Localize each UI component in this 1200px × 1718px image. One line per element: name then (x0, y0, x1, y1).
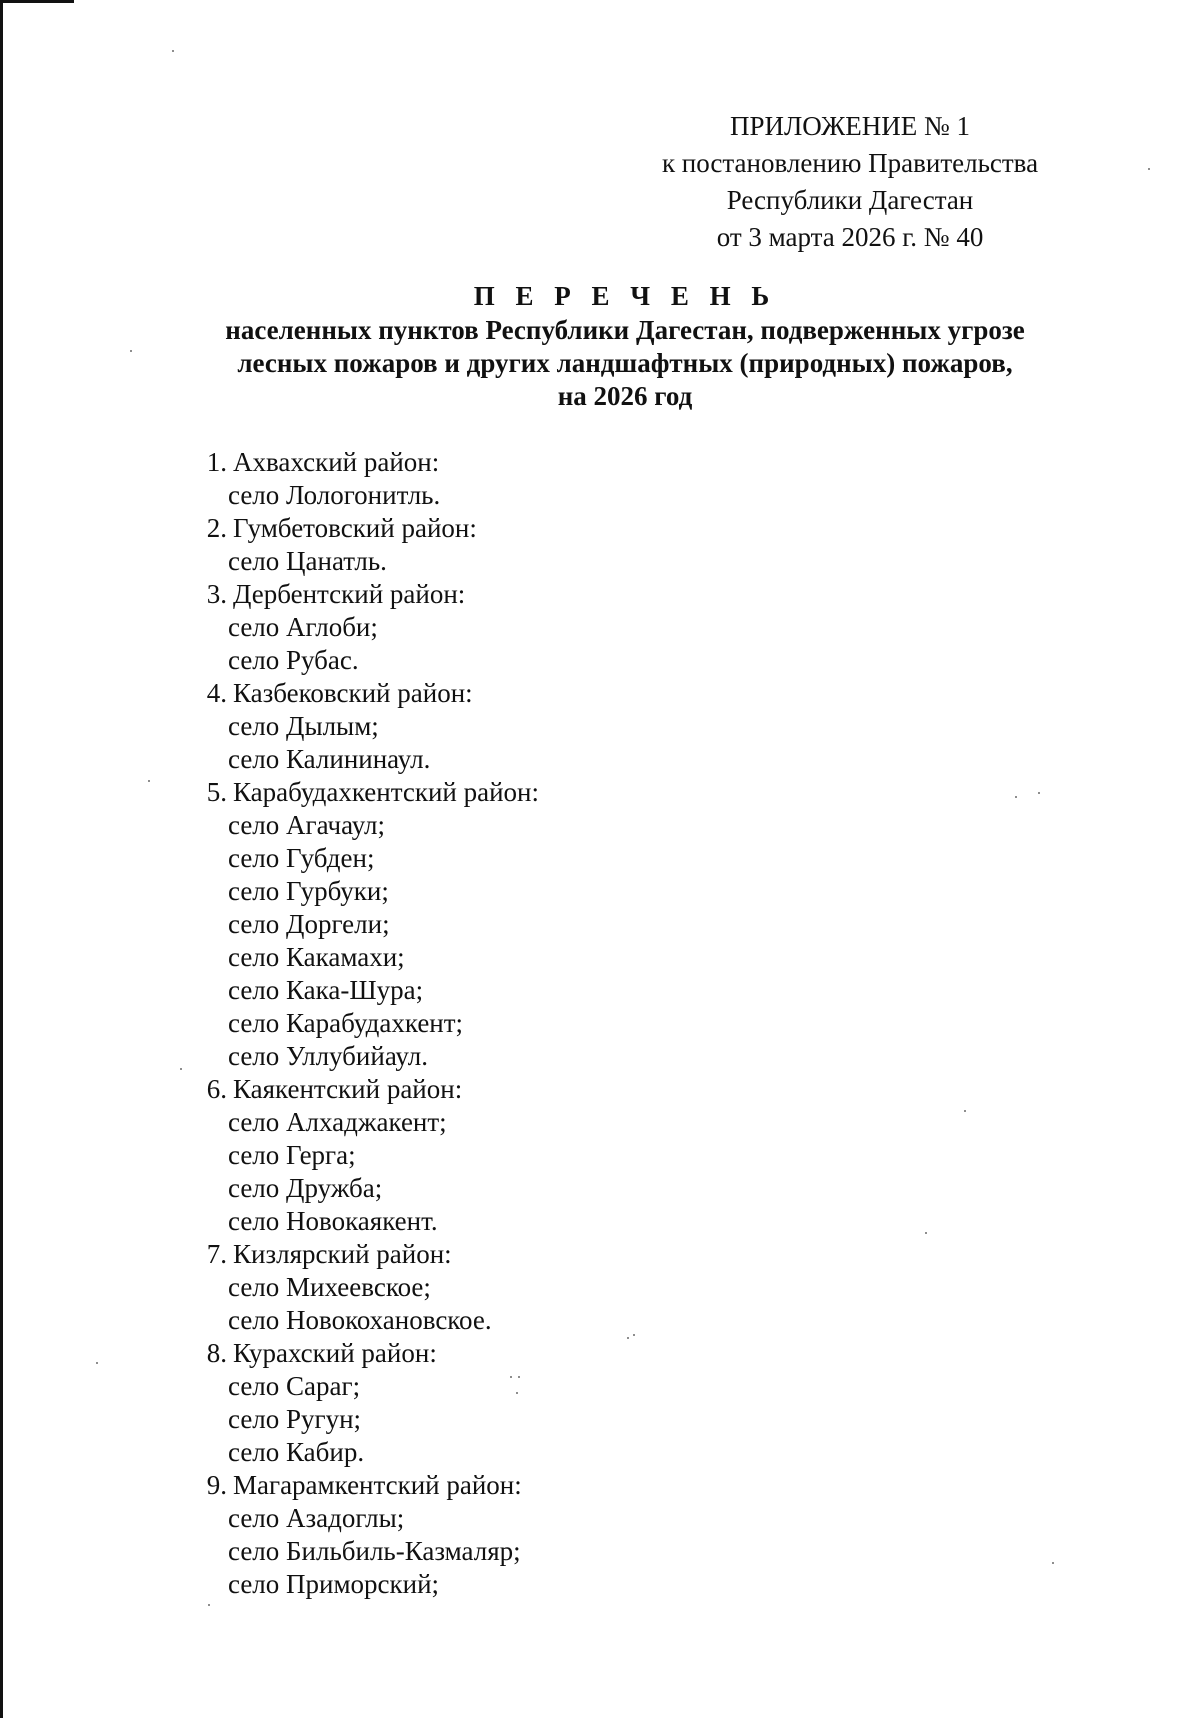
village-item: село Алхаджакент; (228, 1107, 447, 1137)
scan-border-top (0, 0, 74, 3)
village-list (198, 1502, 898, 1601)
scan-speck (516, 1392, 518, 1394)
scan-speck (925, 1232, 927, 1234)
village-item: село Калининаул. (228, 744, 431, 774)
approval-line-resolution: к постановлению Правительства (661, 148, 1039, 178)
district-item (198, 776, 898, 1073)
scan-speck (96, 1362, 98, 1364)
district-name: Ахвахский район: (233, 447, 440, 477)
village-list (198, 1106, 898, 1238)
village-item: село Бильбиль-Казмаляр; (228, 1536, 521, 1566)
village-list (198, 809, 898, 1073)
scan-speck (627, 1337, 629, 1339)
village-item: село Уллубийаул. (228, 1041, 428, 1071)
district-item (198, 446, 898, 512)
district-name: Казбековский район: (233, 678, 473, 708)
village-item: село Михеевское; (228, 1272, 431, 1302)
subtitle-line-1: населенных пунктов Республики Дагестан, подверженных угрозе (225, 315, 1025, 345)
village-item: село Ругун; (228, 1404, 362, 1434)
village-item: село Новокаякент. (228, 1206, 438, 1236)
subtitle-line-2: лесных пожаров и других ландшафтных (природных) пожаров, (237, 348, 1013, 378)
district-number: 8. (206, 1338, 227, 1368)
district-number: 6. (206, 1074, 227, 1104)
district-item (198, 1337, 898, 1469)
village-item: село Лологонитль. (228, 480, 441, 510)
village-item: село Рубас. (228, 645, 359, 675)
scan-speck (633, 1334, 635, 1336)
district-list (198, 446, 898, 1601)
village-list (198, 1370, 898, 1469)
district-heading (198, 1238, 898, 1271)
village-item: село Цанатль. (228, 546, 387, 576)
district-item (198, 578, 898, 677)
district-heading (198, 578, 898, 611)
district-number: 1. (206, 447, 227, 477)
district-number: 3. (206, 579, 227, 609)
district-name: Дербентский район: (233, 579, 466, 609)
village-item: село Какамахи; (228, 942, 405, 972)
district-name: Гумбетовский район: (233, 513, 477, 543)
district-heading (198, 1469, 898, 1502)
village-list (198, 611, 898, 677)
village-item: село Гурбуки; (228, 876, 389, 906)
district-number: 5. (206, 777, 227, 807)
village-list (198, 545, 898, 578)
district-heading (198, 1073, 898, 1106)
district-item (198, 512, 898, 578)
district-heading (198, 512, 898, 545)
district-heading (198, 446, 898, 479)
document-title: П Е Р Е Ч Е Н Ь (473, 281, 777, 311)
scan-speck (180, 1068, 182, 1070)
scan-speck (1148, 168, 1150, 170)
district-name: Карабудахкентский район: (233, 777, 539, 807)
village-item: село Сараг; (228, 1371, 361, 1401)
district-heading (198, 677, 898, 710)
subtitle-line-3: на 2026 год (557, 381, 693, 411)
village-list (198, 710, 898, 776)
scan-speck (208, 1604, 210, 1606)
scan-speck (1038, 792, 1040, 794)
district-name: Курахский район: (233, 1338, 437, 1368)
district-item (198, 1469, 898, 1601)
village-item: село Аглоби; (228, 612, 378, 642)
village-list (198, 479, 898, 512)
approval-line-republic: Республики Дагестан (726, 185, 974, 215)
scan-speck (130, 350, 132, 352)
scan-speck (518, 1376, 520, 1378)
district-number: 7. (206, 1239, 227, 1269)
district-item (198, 1073, 898, 1238)
village-item: село Азадоглы; (228, 1503, 405, 1533)
village-item: село Новокохановское. (228, 1305, 492, 1335)
district-name: Магарамкентский район: (233, 1470, 522, 1500)
district-heading (198, 1337, 898, 1370)
district-name: Каякентский район: (233, 1074, 463, 1104)
district-item (198, 1238, 898, 1337)
document-title-block (150, 278, 1100, 413)
village-item: село Кака-Шура; (228, 975, 424, 1005)
scan-speck (1052, 1562, 1054, 1564)
approval-line-date: от 3 марта 2026 г. № 40 (716, 222, 984, 252)
scan-speck (172, 50, 174, 52)
village-item: село Агачаул; (228, 810, 385, 840)
village-item: село Доргели; (228, 909, 390, 939)
village-item: село Приморский; (228, 1569, 440, 1599)
district-name: Кизлярский район: (233, 1239, 452, 1269)
village-item: село Кабир. (228, 1437, 365, 1467)
approval-line-appendix: ПРИЛОЖЕНИЕ № 1 (729, 111, 971, 141)
village-item: село Дружба; (228, 1173, 383, 1203)
scan-speck (510, 1376, 512, 1378)
village-item: село Карабудахкент; (228, 1008, 464, 1038)
village-item: село Дылым; (228, 711, 379, 741)
scan-border-left (0, 0, 3, 1718)
approval-stamp-block (600, 108, 1100, 256)
scan-speck (148, 780, 150, 782)
village-list (198, 1271, 898, 1337)
village-item: село Губден; (228, 843, 375, 873)
village-item: село Герга; (228, 1140, 356, 1170)
district-number: 9. (206, 1470, 227, 1500)
district-heading (198, 776, 898, 809)
scan-speck (964, 1110, 966, 1112)
district-item (198, 677, 898, 776)
scan-speck (1015, 796, 1017, 798)
district-number: 4. (206, 678, 227, 708)
district-number: 2. (206, 513, 227, 543)
document-subtitle (150, 314, 1100, 413)
